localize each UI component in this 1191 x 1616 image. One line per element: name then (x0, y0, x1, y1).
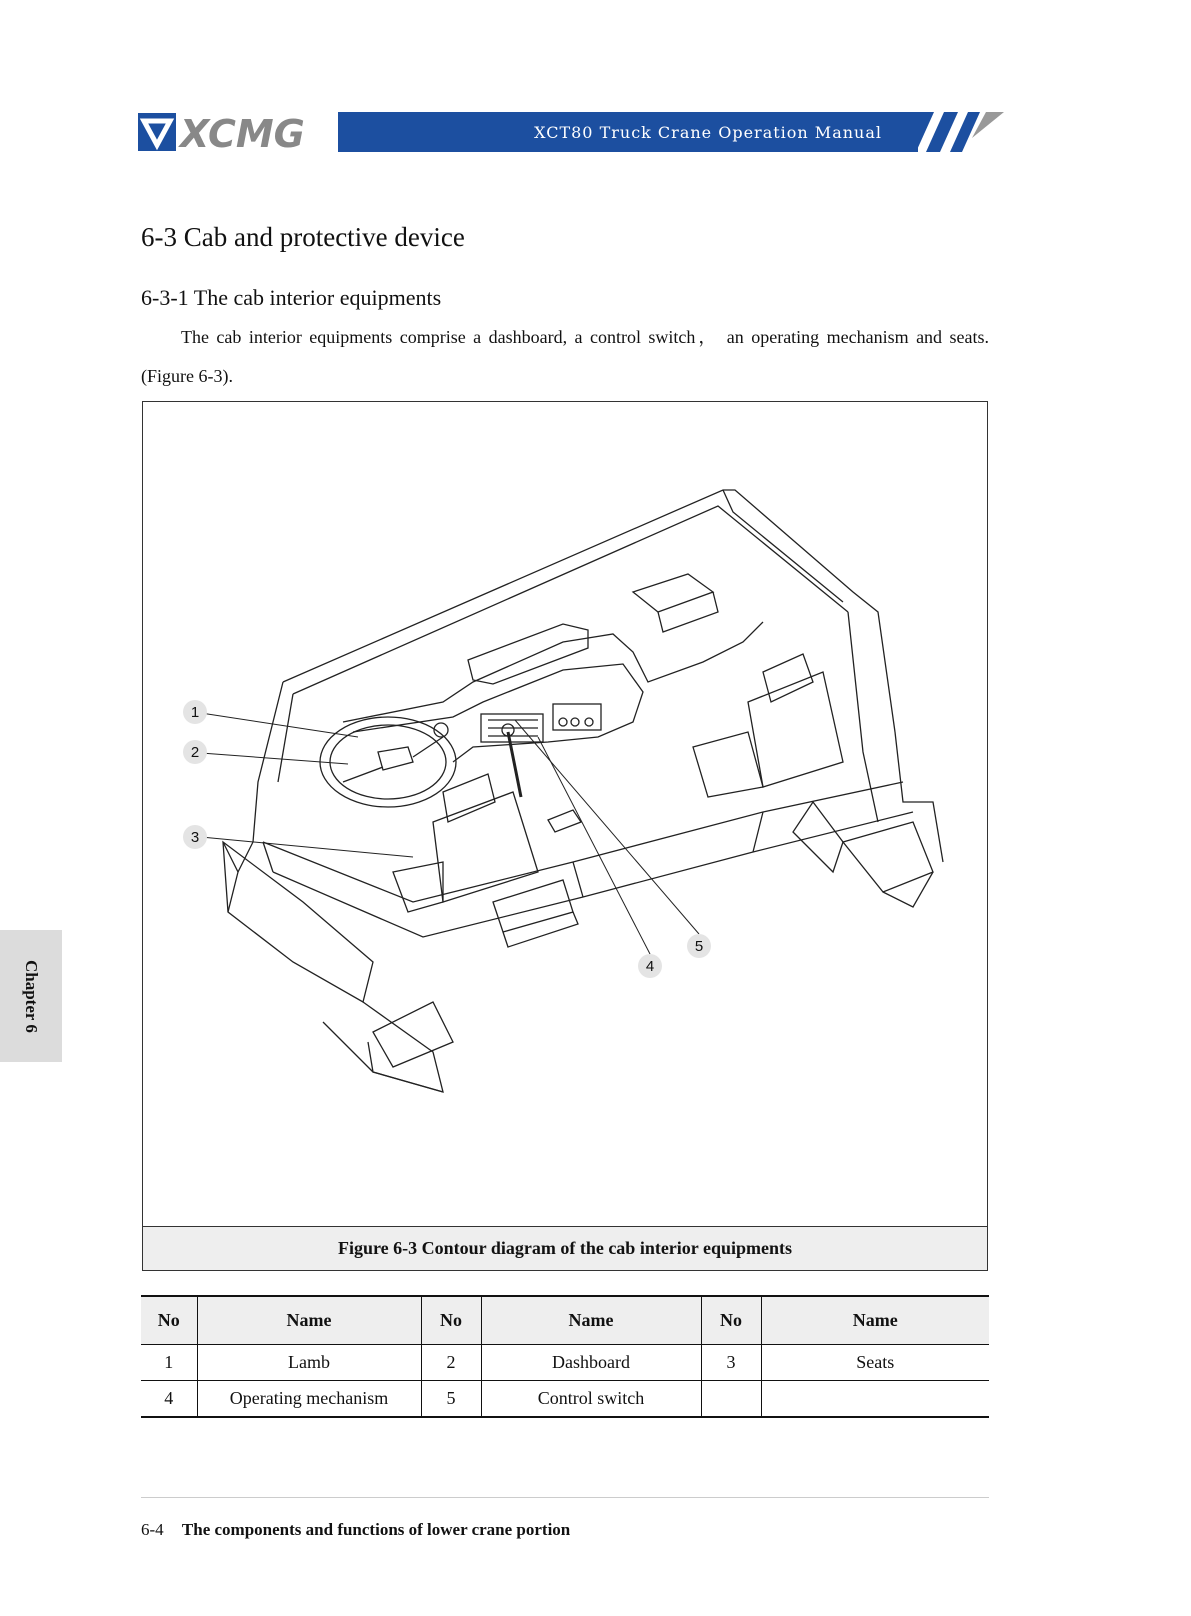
cell-name: Dashboard (481, 1345, 701, 1381)
header-no: No (701, 1296, 761, 1345)
xcmg-logo (138, 111, 328, 153)
header-no: No (141, 1296, 197, 1345)
cell-no: 2 (421, 1345, 481, 1381)
callout-5: 5 (687, 934, 711, 958)
cell-no: 1 (141, 1345, 197, 1381)
header-name: Name (761, 1296, 989, 1345)
cell-no: 5 (421, 1381, 481, 1418)
table-row (141, 1381, 989, 1418)
cell-name (761, 1381, 989, 1418)
cell-name: Lamb (197, 1345, 421, 1381)
table-row (141, 1345, 989, 1381)
parts-table (141, 1295, 989, 1418)
section-title: 6-3 Cab and protective device (141, 222, 465, 252)
header-name: Name (197, 1296, 421, 1345)
cab-interior-drawing (143, 402, 987, 1228)
chapter-tab-label: Chapter 6 (22, 959, 41, 1033)
header-banner (338, 112, 918, 152)
cell-no: 4 (141, 1381, 197, 1418)
cell-name: Seats (761, 1345, 989, 1381)
figure-caption: Figure 6-3 Contour diagram of the cab interior equipments (143, 1226, 987, 1270)
cell-no: 3 (701, 1345, 761, 1381)
footer-divider (141, 1497, 989, 1498)
table-header-row (141, 1296, 989, 1345)
subsection-title: 6-3-1 The cab interior equipments (141, 285, 442, 310)
callout-1: 1 (183, 700, 207, 724)
cell-name: Control switch (481, 1381, 701, 1418)
header-name: Name (481, 1296, 701, 1345)
page-number: 6-4 (141, 1520, 164, 1539)
callout-3: 3 (183, 825, 207, 849)
footer-title: The components and functions of lower crane portion (181, 1520, 571, 1539)
callout-2: 2 (183, 740, 207, 764)
header-no: No (421, 1296, 481, 1345)
figure-6-3 (142, 401, 988, 1271)
manual-title: XCT80 Truck Crane Operation Manual (534, 122, 882, 142)
page-footer (141, 1520, 570, 1540)
cell-no (701, 1381, 761, 1418)
callout-4: 4 (638, 954, 662, 978)
svg-text:XCMG: XCMG (180, 112, 305, 153)
cell-name: Operating mechanism (197, 1381, 421, 1418)
chapter-tab (0, 930, 62, 1062)
intro-paragraph: The cab interior equipments comprise a dashboard, a control switch， an operating mechanism and seats. (Figure 6-3). (141, 327, 989, 386)
header-stripes-decoration (900, 112, 1004, 152)
